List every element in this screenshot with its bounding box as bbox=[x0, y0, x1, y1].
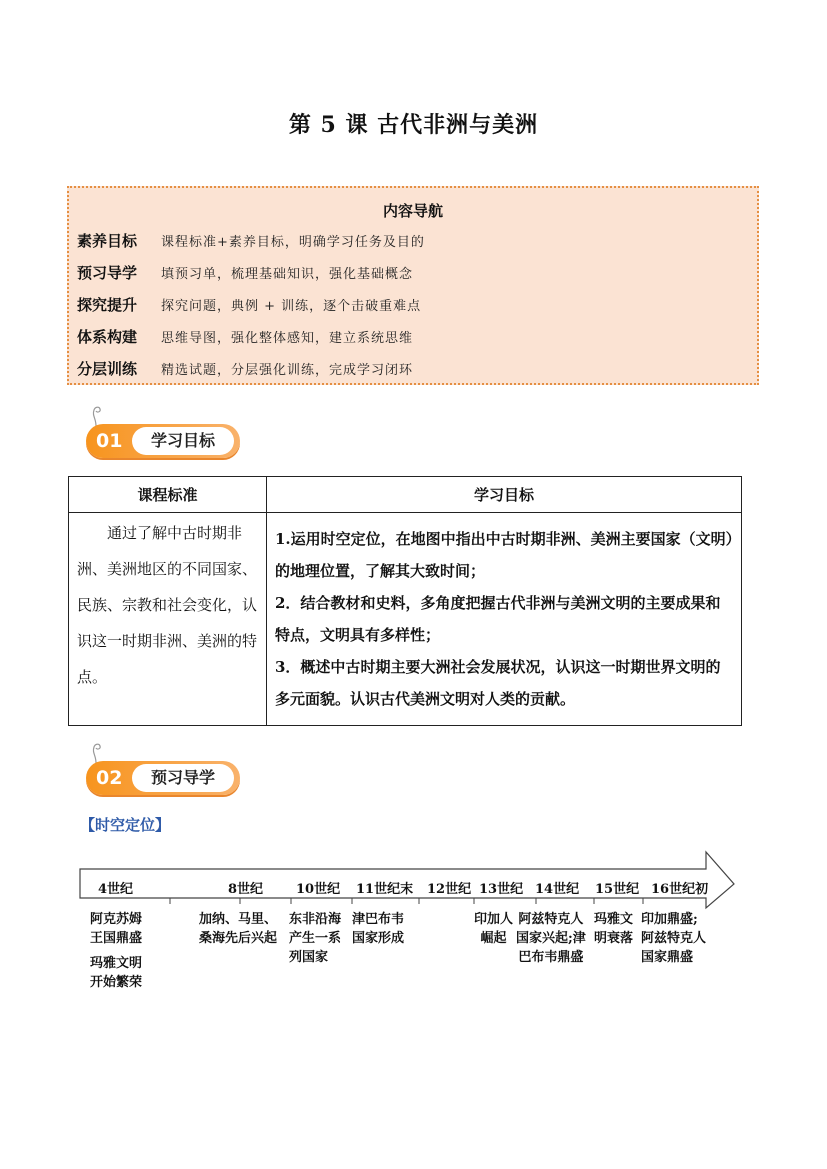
timeline-label: 15世纪 bbox=[595, 882, 640, 897]
nav-value: 填预习单，梳理基础知识，强化基础概念 bbox=[161, 266, 414, 282]
event-line: 列国家 bbox=[289, 950, 329, 965]
objective-item: 1.运用时空定位，在地图中指出中古时期非洲、美洲主要国家（文明）的地理位置，了解其大致时间； bbox=[275, 530, 734, 580]
vine-icon bbox=[88, 741, 108, 763]
event-line: 崛起 bbox=[480, 931, 507, 946]
section-number: 01 bbox=[96, 430, 123, 452]
section-label: 预习导学 bbox=[132, 764, 234, 792]
timeline-event bbox=[352, 910, 404, 948]
event-line: 阿兹特克人 bbox=[641, 931, 707, 946]
timeline-label: 10世纪 bbox=[296, 882, 341, 897]
nav-row bbox=[77, 291, 421, 317]
table-row bbox=[69, 513, 742, 726]
nav-value: 课程标准+素养目标，明确学习任务及目的 bbox=[161, 234, 425, 250]
nav-value: 思维导图，强化整体感知，建立系统思维 bbox=[161, 330, 414, 346]
nav-value: 探究问题，典例 + 训练，逐个击破重难点 bbox=[161, 298, 422, 314]
nav-row bbox=[77, 323, 413, 349]
timeline-label: 13世纪 bbox=[479, 882, 524, 897]
nav-row bbox=[77, 355, 413, 381]
timeline-event bbox=[594, 910, 633, 948]
nav-row bbox=[77, 259, 413, 285]
event-line: 国家形成 bbox=[352, 931, 405, 946]
event-line: 巴布韦鼎盛 bbox=[518, 950, 584, 965]
section-label: 学习目标 bbox=[132, 427, 234, 455]
event-line: 津巴布韦 bbox=[352, 912, 405, 927]
event-line: 阿兹特克人 bbox=[518, 912, 584, 927]
event-line: 国家鼎盛 bbox=[641, 950, 694, 965]
timeline-event bbox=[516, 910, 586, 967]
timeline-label: 12世纪 bbox=[427, 882, 472, 897]
content-navigation-box bbox=[67, 186, 759, 385]
table-header-cell: 学习目标 bbox=[267, 477, 742, 513]
event-line: 桑海先后兴起 bbox=[199, 931, 278, 946]
timeline-event bbox=[199, 910, 277, 948]
goals-table bbox=[68, 476, 742, 726]
timeline-event bbox=[641, 910, 706, 967]
section-badge bbox=[86, 424, 240, 458]
event-line: 明衰落 bbox=[594, 931, 634, 946]
page-title: 第 5 课 古代非洲与美洲 bbox=[288, 112, 539, 138]
event-line: 阿克苏姆 bbox=[90, 912, 143, 927]
objective-item: 2．结合教材和史料，多角度把握古代非洲与美洲文明的主要成果和特点，文明具有多样性； bbox=[275, 594, 721, 644]
timeline-label: 11世纪末 bbox=[356, 882, 414, 897]
nav-key: 预习导学 bbox=[77, 263, 138, 282]
section-header-learning-goals bbox=[86, 404, 244, 456]
section-number: 02 bbox=[96, 767, 123, 789]
objective-item: 3．概述中古时期主要大洲社会发展状况，认识这一时期世界文明的多元面貌。认识古代美洲文明对人类的贡献。 bbox=[275, 658, 721, 708]
nav-value: 精选试题，分层强化训练，完成学习闭环 bbox=[161, 362, 414, 378]
event-line: 印加人 bbox=[474, 912, 514, 927]
vine-icon bbox=[88, 404, 108, 426]
timeline-event bbox=[289, 910, 341, 967]
event-line: 国家兴起;津 bbox=[516, 931, 586, 946]
timeline-label: 4世纪 bbox=[98, 882, 134, 897]
section-header-preview bbox=[86, 741, 244, 793]
timeline-label: 16世纪初 bbox=[651, 882, 709, 897]
timeline-event bbox=[90, 910, 142, 992]
event-line: 印加鼎盛; bbox=[641, 912, 698, 927]
event-line: 东非沿海 bbox=[289, 912, 342, 927]
nav-key: 探究提升 bbox=[77, 295, 138, 314]
event-line: 加纳、马里、 bbox=[199, 912, 278, 927]
objectives-cell bbox=[267, 513, 742, 726]
subheading-time-space: 【时空定位】 bbox=[80, 816, 171, 834]
table-header-cell: 课程标准 bbox=[69, 477, 267, 513]
event-line: 玛雅文 bbox=[594, 912, 634, 927]
standard-cell: 通过了解中古时期非洲、美洲地区的不同国家、民族、宗教和社会变化，认识这一时期非洲、美洲的特点。 bbox=[69, 513, 267, 726]
nav-key: 素养目标 bbox=[77, 231, 138, 250]
event-line: 王国鼎盛 bbox=[90, 931, 143, 946]
timeline-label: 8世纪 bbox=[228, 882, 264, 897]
event-line: 玛雅文明 bbox=[90, 956, 143, 971]
nav-key: 体系构建 bbox=[77, 327, 138, 346]
event-line: 产生一系 bbox=[289, 931, 342, 946]
section-badge bbox=[86, 761, 240, 795]
nav-key: 分层训练 bbox=[77, 359, 138, 378]
nav-header: 内容导航 bbox=[382, 202, 443, 220]
event-line: 开始繁荣 bbox=[90, 975, 143, 990]
table-header-row bbox=[69, 477, 742, 513]
nav-row bbox=[77, 227, 425, 253]
timeline-label: 14世纪 bbox=[535, 882, 580, 897]
timeline-event bbox=[474, 910, 513, 948]
